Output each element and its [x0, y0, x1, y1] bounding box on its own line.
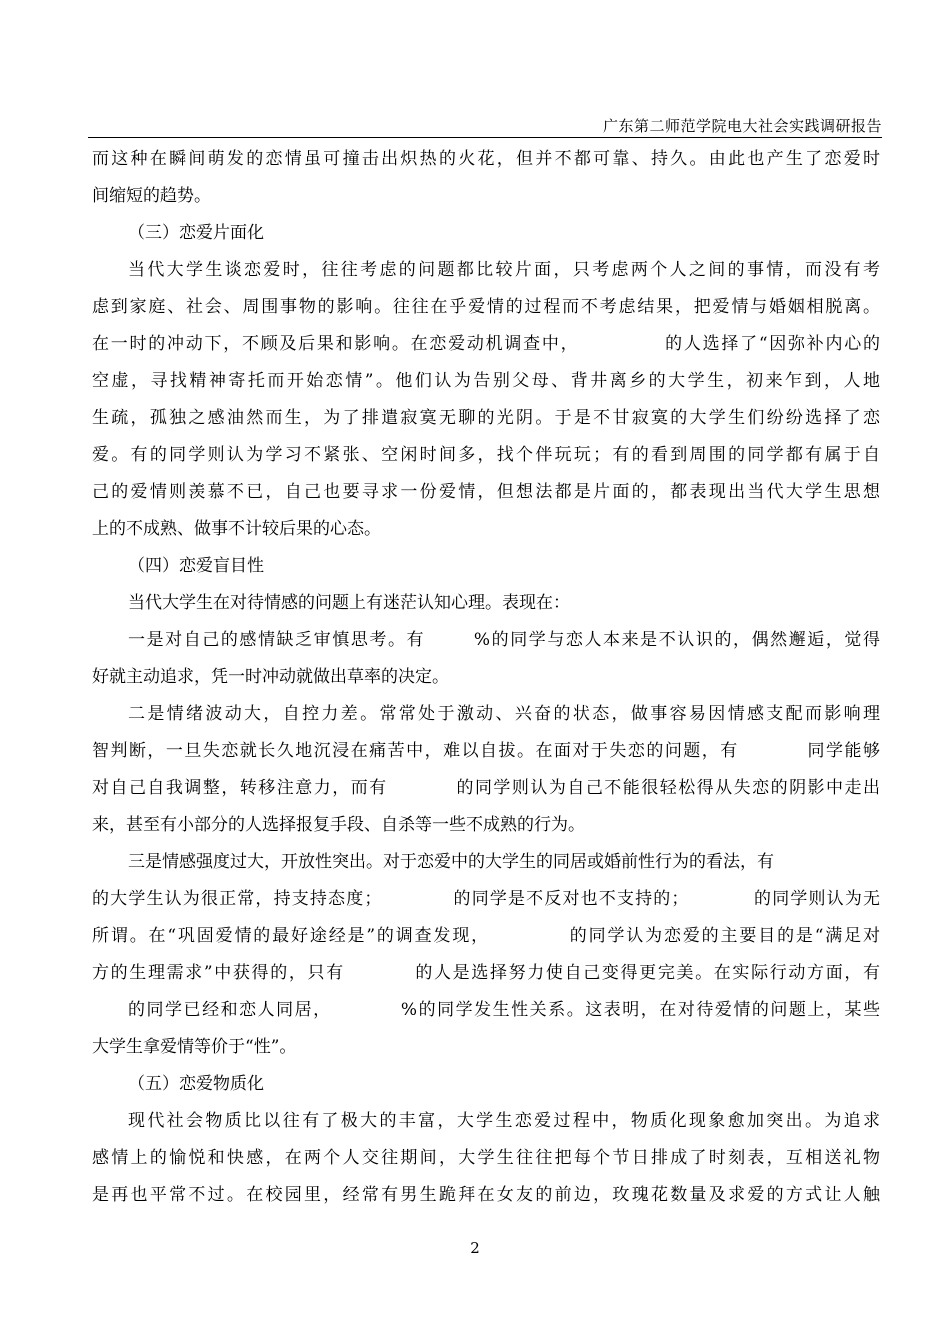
paragraph-line: 空虚，寻找精神寄托而开始恋情”。他们认为告别父母、背井离乡的大学生，初来乍到，人地 — [92, 371, 880, 391]
paragraph-line: 对自己自我调整，转移注意力，而有 的同学则认为自己不能很轻松得从失恋的阴影中走出 — [92, 778, 880, 798]
paragraph-line: 二是情绪波动大，自控力差。常常处于激动、兴奋的状态，做事容易因情感支配而影响理 — [128, 704, 880, 724]
paragraph-line: 间缩短的趋势。 — [92, 186, 211, 206]
paragraph-line: 来，甚至有小部分的人选择报复手段、自杀等一些不成熟的行为。 — [92, 815, 585, 835]
paragraph-line: 当代大学生在对待情感的问题上有迷茫认知心理。表现在： — [128, 593, 570, 613]
paragraph-line: 的大学生认为很正常，持支持态度； 的同学是不反对也不支持的； 的同学则认为无 — [92, 889, 880, 909]
paragraph-line: 的同学已经和恋人同居， %的同学发生性关系。这表明，在对待爱情的问题上，某些 — [128, 1000, 880, 1020]
section-heading: （五）恋爱物质化 — [128, 1074, 264, 1094]
paragraph-line: 所谓。在“巩固爱情的最好途经是”的调查发现， 的同学认为恋爱的主要目的是“满足对 — [92, 926, 880, 946]
paragraph-line: 在一时的冲动下，不顾及后果和影响。在恋爱动机调查中， 的人选择了“因弥补内心的 — [92, 334, 880, 354]
header-rule — [88, 137, 882, 138]
paragraph-line: 己的爱情则羡慕不已，自己也要寻求一份爱情，但想法都是片面的，都表现出当代大学生思想 — [92, 482, 880, 502]
paragraph-line: 好就主动追求，凭一时冲动就做出草率的决定。 — [92, 667, 449, 687]
paragraph-line: 方的生理需求”中获得的，只有 的人是选择努力使自己变得更完美。在实际行动方面，有 — [92, 963, 880, 983]
paragraph-line: 虑到家庭、社会、周围事物的影响。往往在乎爱情的过程而不考虑结果，把爱情与婚姻相脱离。 — [92, 297, 880, 317]
paragraph-line: 三是情感强度过大，开放性突出。对于恋爱中的大学生的同居或婚前性行为的看法，有 — [128, 852, 774, 872]
document-body — [92, 141, 880, 1214]
section-heading: （四）恋爱盲目性 — [128, 556, 264, 576]
paragraph-line: 而这种在瞬间萌发的恋情虽可撞击出炽热的火花，但并不都可靠、持久。由此也产生了恋爱时 — [92, 149, 880, 169]
section-heading: （三）恋爱片面化 — [128, 223, 264, 243]
running-header: 广东第二师范学院电大社会实践调研报告 — [602, 117, 882, 135]
paragraph-line: 一是对自己的感情缺乏审慎思考。有 %的同学与恋人本来是不认识的，偶然邂逅，觉得 — [128, 630, 880, 650]
paragraph-line: 上的不成熟、做事不计较后果的心态。 — [92, 519, 381, 539]
page-number: 2 — [470, 1239, 480, 1257]
paragraph-line: 智判断，一旦失恋就长久地沉浸在痛苦中，难以自拔。在面对于失恋的问题，有 同学能够 — [92, 741, 880, 761]
paragraph-line: 爱。有的同学则认为学习不紧张、空闲时间多，找个伴玩玩；有的看到周围的同学都有属于自 — [92, 445, 880, 465]
paragraph-line: 当代大学生谈恋爱时，往往考虑的问题都比较片面，只考虑两个人之间的事情，而没有考 — [128, 260, 880, 280]
paragraph-line: 大学生拿爱情等价于“性”。 — [92, 1037, 297, 1057]
paragraph-line: 现代社会物质比以往有了极大的丰富，大学生恋爱过程中，物质化现象愈加突出。为追求 — [128, 1111, 880, 1131]
paragraph-line: 感情上的愉悦和快感，在两个人交往期间，大学生往往把每个节日排成了时刻表，互相送礼物 — [92, 1148, 880, 1168]
paragraph-line: 是再也平常不过。在校园里，经常有男生跪拜在女友的前边，玫瑰花数量及求爱的方式让人触 — [92, 1185, 880, 1205]
paragraph-line: 生疏，孤独之感油然而生，为了排遣寂寞无聊的光阴。于是不甘寂寞的大学生们纷纷选择了恋 — [92, 408, 880, 428]
